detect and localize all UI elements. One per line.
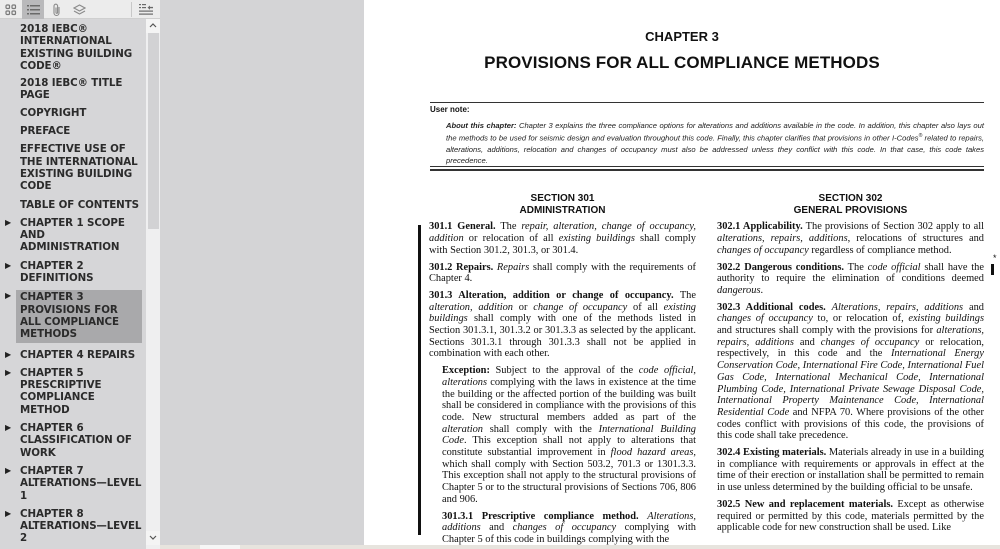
divider [430,169,984,171]
user-note-body: About this chapter: Chapter 3 explains the three compliance options for alterations and additions available in the code. In addition, this chapter also lays out the methods to be used for seismic design and evaluation throughout this code. Finally, this chapter clarifies that provisions in other I-Codes® related to repairs, alterations, additions, relocation and changes of occupancy must also be addressed unless they conflict with this code. In that case, this code takes precedence. [446,121,985,165]
bookmark-item-chapter-7[interactable] [0,465,146,502]
bookmark-item[interactable] [0,77,146,102]
bookmark-options-button[interactable] [135,0,157,19]
layers-button[interactable] [68,0,90,19]
paragraph-301-1: 301.1 General. The repair, alteration, change of occupancy, addition or relocation of all existing buildings shall comply with Section 301.2, 301.3, or 301.4. [429,221,697,256]
section-heading: SECTION 302 GENERAL PROVISIONS [793,193,908,216]
section-heading: SECTION 301 ADMINISTRATION [519,193,606,216]
section-301-column [429,193,696,549]
bookmarks-scrollbar[interactable] [146,19,160,549]
paragraph-302-4: 302.4 Existing materials. Materials already in use in a building in compliance with requirements or approvals in effect at the time of their erection or installation shall be permitted to remain in use unless determined by the building official to be unsafe. [717,447,984,494]
document-viewer[interactable] [160,0,1000,549]
bookmark-item-chapter-4[interactable] [0,349,146,361]
bookmark-item[interactable] [0,107,146,119]
toolbar-divider [131,2,132,17]
bookmark-item-chapter-3[interactable] [5,290,142,342]
bookmark-label: COPYRIGHT [20,106,87,119]
expand-arrow-icon[interactable]: ▶ [5,508,12,518]
attachments-button[interactable] [46,0,68,19]
paragraph-301-3-1: 301.3.1 Prescriptive compliance method. Alterations, additions and changes of occupancy complying with Chapter 5 of this code in buildings complying with the [442,510,696,545]
paperclip-icon [52,3,62,17]
bookmarks-button[interactable] [22,0,44,19]
bookmark-item-chapter-6[interactable] [0,422,146,459]
bookmark-label: 2018 IEBC® TITLE PAGE [20,77,123,102]
expand-arrow-icon[interactable]: ▶ [5,423,12,433]
paragraph-302-1: 302.1 Applicability. The provisions of Section 302 apply to all alterations, repairs, additions, relocations of structures and changes of occupancy regardless of compliance method. [717,221,984,256]
bookmark-label: CHAPTER 4 REPAIRS [20,348,136,361]
bookmark-label: CHAPTER 3 PROVISIONS FOR ALL COMPLIANCE METHODS [20,291,119,341]
expand-arrow-icon[interactable]: ▶ [5,367,12,377]
scroll-down-button[interactable] [146,531,160,545]
layers-icon [73,4,86,16]
expand-arrow-icon[interactable]: ▶ [5,291,12,301]
paragraph-302-5: 302.5 New and replacement materials. Except as otherwise required or permitted by this code, materials permitted by the applicable code for new construction shall be used. Like [717,498,984,534]
thumbnails-icon [5,4,17,16]
bookmark-item-chapter-2[interactable] [0,260,146,285]
navigation-pane [0,0,160,549]
bookmark-item[interactable] [0,199,146,211]
expand-arrow-icon[interactable]: ▶ [5,260,12,270]
navigation-toolbar [0,0,160,19]
change-marker: * [993,253,997,263]
bookmark-label: PREFACE [20,125,71,138]
exception-paragraph: Exception: Subject to the approval of the code official, alterations complying with the laws in existence at the time the building or the affected portion of the building was built shall be considered in compliance with the provisions of this code. New structural members added as part of the alteration shall comply with the International Building Code. This exception shall not apply to alterations that constitute substantial improvement in flood hazard areas, which shall comply with Section 503.2, 701.3 or 1301.3.3. This exception shall not apply to the structural provisions of Chapter 5 or to the structural provisions of Sections 706, 806 and 906. [442,365,697,505]
bookmark-label: CHAPTER 1 SCOPE AND ADMINISTRATION [20,216,125,254]
scrollbar-thumb[interactable] [200,545,240,549]
paragraph-302-3: 302.3 Additional codes. Alterations, repairs, additions and changes of occupancy to, or relocation of, existing buildings and structures shall comply with the provisions for alterations, repairs, additions and changes of occupancy or relocation, respectively, in this code and the International Energy Conservation Code, International Fire Code, International Fuel Gas Code, International Mechanical Code, International Plumbing Code, International Private Sewage Disposal Code, International Property Maintenance Code, International Residential Code and NFPA 70. Where provisions of the other codes conflict with provisions of this code, the provisions of this code shall take precedence. [717,301,984,442]
bookmark-tree [0,19,146,549]
bookmark-label: CHAPTER 7 ALTERATIONS—LEVEL 1 [20,464,142,502]
bookmark-item-chapter-8[interactable] [0,508,146,545]
scroll-up-button[interactable] [146,19,160,33]
bookmark-item[interactable] [0,143,146,192]
divider [430,166,984,167]
thumbnails-button[interactable] [0,0,22,19]
chapter-label: CHAPTER 3 [645,29,719,44]
bookmark-label: CHAPTER 8 ALTERATIONS—LEVEL 2 [20,507,142,545]
chapter-title: PROVISIONS FOR ALL COMPLIANCE METHODS [484,53,880,72]
bookmark-label: CHAPTER 5 PRESCRIPTIVE COMPLIANCE METHOD [20,366,102,416]
change-bar [991,264,994,275]
expand-arrow-icon[interactable]: ▶ [5,465,12,475]
bookmark-options-icon [139,3,153,16]
chevron-up-icon [149,21,157,31]
bookmark-item-chapter-5[interactable] [0,367,146,416]
expand-arrow-icon[interactable]: ▶ [5,349,12,359]
scrollbar-thumb[interactable] [148,33,159,229]
section-302-column [717,193,984,539]
bookmark-label: TABLE OF CONTENTS [20,198,139,211]
bookmark-label: CHAPTER 6 CLASSIFICATION OF WORK [20,422,132,459]
expand-arrow-icon[interactable]: ▶ [5,217,12,227]
change-bar [418,225,421,535]
user-note-label: User note: [430,105,470,114]
bookmark-item[interactable] [0,125,146,137]
bookmark-label: CHAPTER 2 DEFINITIONS [20,259,94,285]
bookmark-label: EFFECTIVE USE OF THE INTERNATIONAL EXISTING BUILDING CODE [20,143,138,193]
chevron-down-icon [149,533,157,543]
bookmarks-list-icon [27,4,40,16]
divider [430,102,984,103]
paragraph-302-2: 302.2 Dangerous conditions. The code official shall have the authority to require the elimination of conditions deemed dangerous. [717,261,984,296]
pdf-page [364,0,1000,545]
bookmark-item[interactable] [0,23,146,72]
paragraph-301-3: 301.3 Alteration, addition or change of occupancy. The alteration, addition or change of occupancy of all existing buildings shall comply with one of the methods listed in Section 301.3.1, 301.3.2 or 301.3.3 as selected by the applicant. Sections 301.3.1 through 301.3.3 shall not be applied in combination with each other. [429,289,696,360]
paragraph-301-2: 301.2 Repairs. Repairs shall comply with the requirements of Chapter 4. [429,261,696,285]
bookmark-label: 2018 IEBC® INTERNATIONAL EXISTING BUILDING CODE® [20,23,133,72]
bookmark-item-chapter-1[interactable] [0,217,146,254]
horizontal-scrollbar[interactable] [160,545,1000,549]
